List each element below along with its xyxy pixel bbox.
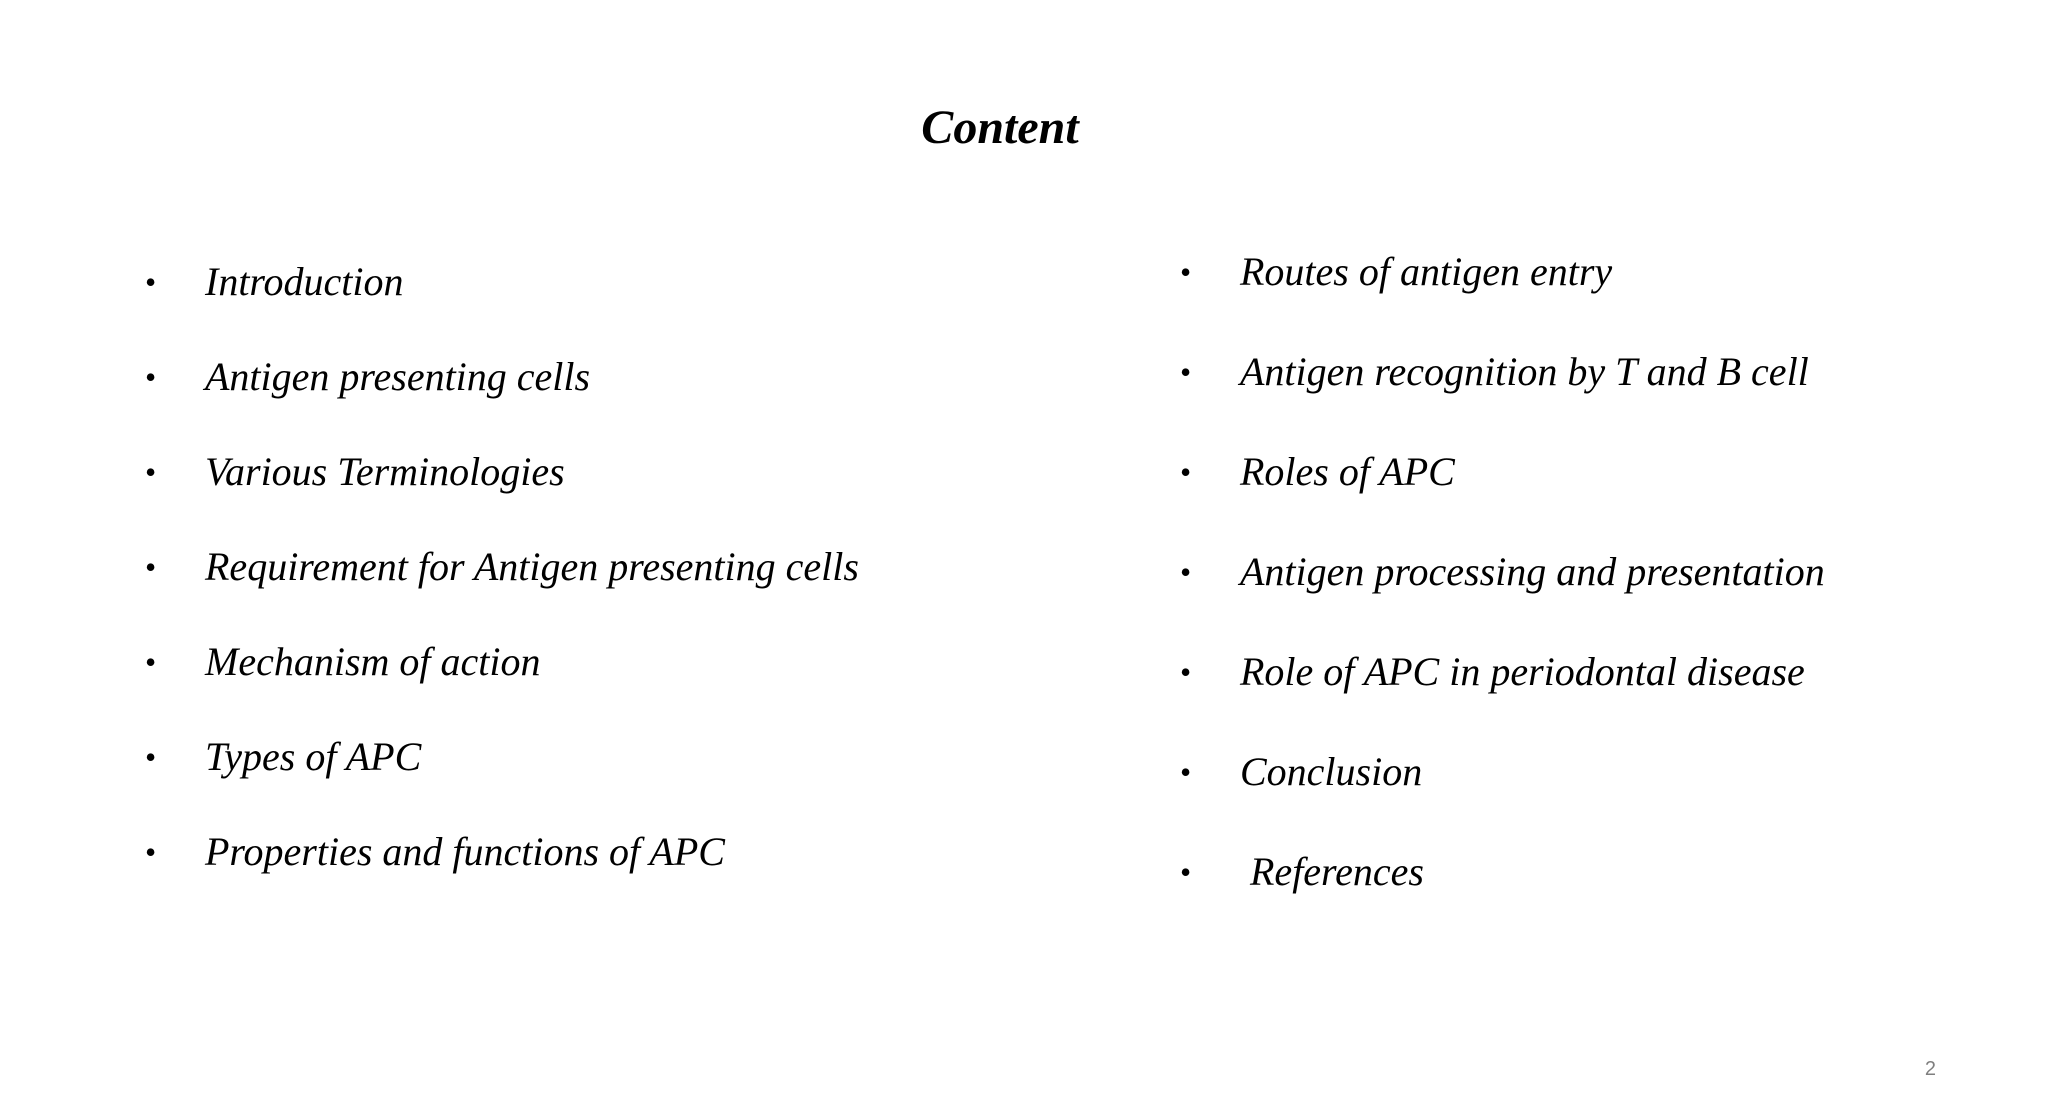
list-item-text: Routes of antigen entry xyxy=(1240,249,1613,294)
list-item-text: Antigen processing and presentation xyxy=(1240,549,1825,594)
list-item-text: Types of APC xyxy=(205,734,422,779)
bullet-icon: • xyxy=(145,264,157,300)
bullet-icon: • xyxy=(1180,754,1192,790)
bullet-icon: • xyxy=(1180,454,1192,490)
list-item-text: Role of APC in periodontal disease xyxy=(1240,649,1805,694)
slide-title: Content xyxy=(921,101,1079,154)
list-item-text: Properties and functions of APC xyxy=(205,829,725,874)
list-item-text: Mechanism of action xyxy=(205,639,541,684)
list-item-text: Requirement for Antigen presenting cells xyxy=(205,544,859,589)
list-item-text: Conclusion xyxy=(1240,749,1423,794)
bullet-icon: • xyxy=(145,359,157,395)
bullet-icon: • xyxy=(145,454,157,490)
bullet-icon: • xyxy=(145,549,157,585)
bullet-icon: • xyxy=(145,644,157,680)
list-item-text: Introduction xyxy=(205,259,404,304)
bullet-icon: • xyxy=(1180,254,1192,290)
list-item-text: Antigen presenting cells xyxy=(205,354,591,399)
list-item-text: Roles of APC xyxy=(1240,449,1455,494)
bullet-icon: • xyxy=(1180,654,1192,690)
list-item-text: Various Terminologies xyxy=(205,449,565,494)
list-item-text: References xyxy=(1250,849,1424,894)
list-item-text: Antigen recognition by T and B cell xyxy=(1240,349,1809,394)
bullet-icon: • xyxy=(1180,354,1192,390)
bullet-icon: • xyxy=(1180,854,1192,890)
bullet-icon: • xyxy=(145,739,157,775)
page-number: 2 xyxy=(1924,1058,1936,1080)
bullet-icon: • xyxy=(145,834,157,870)
bullet-icon: • xyxy=(1180,554,1192,590)
